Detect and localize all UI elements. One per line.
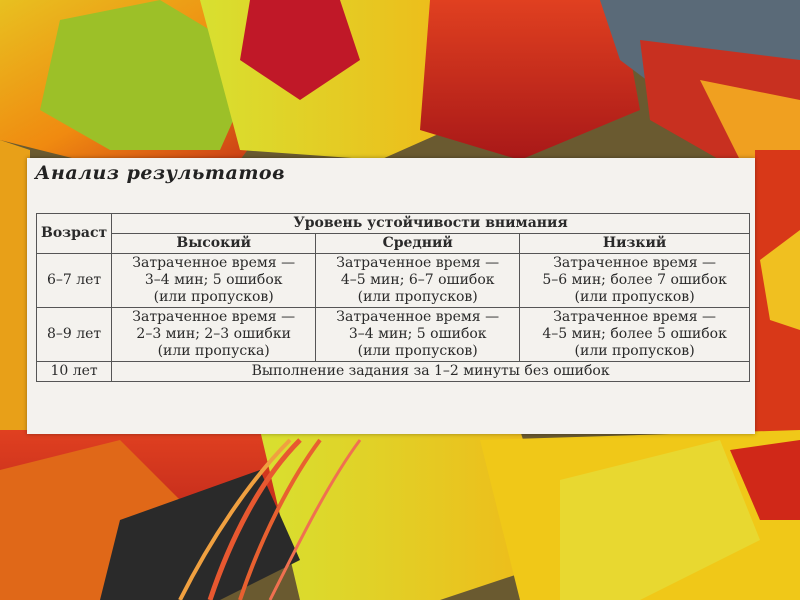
- header-group: Уровень устойчивости внимания: [112, 214, 750, 234]
- cell-line: Затраченное время —: [132, 255, 296, 271]
- age-cell: 10 лет: [37, 362, 112, 382]
- table-header-row: [37, 214, 750, 234]
- table-row: [37, 362, 750, 382]
- cell-line: (или пропусков): [153, 289, 274, 305]
- table-row: [37, 308, 750, 362]
- header-level-low: Низкий: [520, 234, 750, 254]
- cell-line: Затраченное время —: [336, 255, 500, 271]
- table-row: [37, 254, 750, 308]
- cell-line: (или пропусков): [357, 343, 478, 359]
- cell-line: Затраченное время —: [336, 309, 500, 325]
- age-cell: 8–9 лет: [37, 308, 112, 362]
- cell-line: 4–5 мин; более 5 ошибок: [542, 326, 727, 342]
- table-subheader-row: [37, 234, 750, 254]
- age-cell: 6–7 лет: [37, 254, 112, 308]
- cell-line: 5–6 мин; более 7 ошибок: [542, 272, 727, 288]
- cell-line: Затраченное время —: [553, 255, 716, 271]
- result-cell: [316, 308, 520, 362]
- result-cell: [520, 254, 750, 308]
- cell-line: (или пропусков): [574, 289, 695, 305]
- page-title: Анализ результатов: [35, 162, 286, 184]
- result-cell: [112, 308, 316, 362]
- cell-line: Затраченное время —: [132, 309, 296, 325]
- cell-line: (или пропусков): [357, 289, 478, 305]
- header-level-high: Высокий: [112, 234, 316, 254]
- results-table: [36, 213, 750, 382]
- cell-line: (или пропусков): [574, 343, 695, 359]
- results-card: [27, 158, 755, 434]
- header-level-medium: Средний: [316, 234, 520, 254]
- result-cell: [316, 254, 520, 308]
- cell-line: 3–4 мин; 5 ошибок: [144, 272, 283, 288]
- cell-line: (или пропуска): [157, 343, 270, 359]
- result-cell-wide: Выполнение задания за 1–2 минуты без ошибок: [112, 362, 750, 382]
- cell-line: Затраченное время —: [553, 309, 716, 325]
- header-age: Возраст: [37, 214, 112, 254]
- result-cell: [112, 254, 316, 308]
- result-cell: [520, 308, 750, 362]
- cell-line: 4–5 мин; 6–7 ошибок: [340, 272, 495, 288]
- cell-line: 2–3 мин; 2–3 ошибки: [136, 326, 291, 342]
- cell-line: 3–4 мин; 5 ошибок: [348, 326, 487, 342]
